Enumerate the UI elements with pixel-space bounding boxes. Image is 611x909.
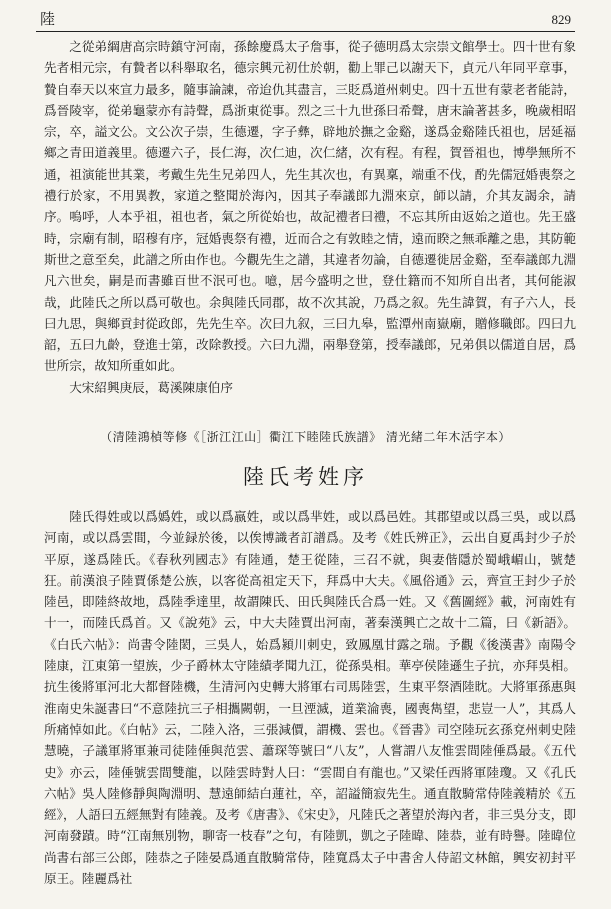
essay-paragraph: 陸氏得姓或以爲嬀姓，或以爲嬴姓，或以爲芈姓，或以爲邑姓。其郡望或以爲三吳，或以爲河南，或以爲雲間，今並録於後，以俟博識者訂譜爲。及考《姓氏辨正》，云出自夏禹封少子於平原，遂爲陸氏。《春秋列國志》有陸通，楚王從陸，三召不就，與妻偕隱於蜀峨嵋山，號楚狂。前漢浪子陸賈係楚公族，以客從高祖定天下，拜爲中大夫。《風俗通》云，齊宣王封少子於陸邑，即陸終故地，爲陸季達里，故謂陳氏、田氏與陸氏合爲一姓。又《舊圖經》載，河南姓有十一，而陸氏爲首。又《說苑》云，中大夫陸賈出河南，著秦漢興亡之故十二篇，曰《新語》。《白氏六帖》：尚書令陸閎，三吳人，始爲潁川刺史，致鳳凰甘露之瑞。予觀《後漢書》南陽令陸康，江東第一望族，少子爵林太守陸績孝聞九江，從孫吳相。華亭侯陸遜生子抗，亦拜吳相。抗生後將軍河北大都督陸機，生清河內史轉大將軍右司馬陸雲，生東平祭酒陸眈。大將軍孫惠與淮南史朱誕書曰“不意陸抗三子相攜闕朝，一旦湮滅，道業淪喪，國喪雋望，悲豈一人”，其爲人所痛悼如此。《白帖》云，二陸入洛，三張減價，謂機、雲也。《晉書》司空陸玩玄孫兗州刺史陸慧曉，子議軍將軍兼司徒陸倕與范雲、蕭琛等號曰“八友”，人嘗謂八友惟雲間陸倕爲最。《五代史》亦云，陸倕號雲間雙龍，以陸雲時對人曰：“雲間自有龍也。”又梁任西將軍陸瓊。又《孔氏六帖》吳人陸修靜與陶淵明、慧遠師結白蓮社，卒，詔謚簡寂先生。通直散騎常侍陸義精於《五經》，人語曰五經無對有陸義。及考《唐書》、《宋史》，凡陸氏之著望於海內者，非三吳分支，即河南發蹟。時“江南無別物，聊寄一枝春”之句，有陸凱，凱之子陸暐、陸恭，並有時譽。陸暐位尚書右部三公郎，陸恭之子陸晏爲通直散騎常侍，陸寬爲太子中書舍人侍詔文林館，興安初封平原王。陸麗爲社 <box>44 509 576 887</box>
page-number: 829 <box>551 12 571 27</box>
preface-continuation <box>44 36 576 398</box>
section-title: 陸氏考姓序 <box>243 465 368 489</box>
essay-body <box>44 506 576 889</box>
header-rule <box>36 31 575 32</box>
source-citation: （清陸鴻楨等修《［浙江江山］衢江下睦陸氏族譜》 清光緒二年木活字本） <box>100 430 511 444</box>
running-header-section: 陸 <box>40 10 57 28</box>
preface-signature: 大宋紹興庚辰，葛溪陳康伯序 <box>69 379 233 395</box>
preface-paragraph: 之從弟綱唐高宗時鎮守河南，孫餘慶爲太子詹事，從子德明爲太宗崇文館學士。四十世有象先者相元宗，有贄者以科舉取名，德宗興元初仕於朝，勸上罪己以謝天下，貞元八年同平章事，贄自奉天以來宣力最多，隨事論諫，帝迨仇其盡言，三貶爲道州刺史。四十五世有蒙老者能詩，爲晉陵宰，從弟龜蒙亦有詩聲，爲浙東從事。烈之三十九世孫曰希聲，唐末論著甚多，晚歲相昭宗，卒，謚文公。文公次子崇，生德遷，字子彝，辟地於撫之金谿，遂爲金谿陸氏祖也，居延福鄉之青田道義里。德遷六子，長仁海，次仁迪，次仁緒，次有程。有程，賀晉祖也，博學無所不通，祖演能世其業，考戴生先生兄弟四人，先生其次也，有異稟，端重不伐，酌先儒冠婚喪祭之禮行於家，不用異教，家道之整聞於海內，因其子奉議郎九淵來京，師以請，介其友謁余，請序。嗚呼，人本乎祖，祖也者，氣之所從始也，故記禮者曰禮，不忘其所由返始之道也。先王盛時，宗廟有制，昭穆有序，冠婚喪祭有禮，近而合之有敦睦之情，遠而睽之無乖離之患，其防範斯世之意至矣，此譜之所由作也。今觀先生之譜，其違者勿論，自德遷徙居金谿，至奉議郎九淵凡六世矣，嗣是而書雖百世不泯可也。噫，居今盛明之世，登仕籍而不知所自出者，其何能淑哉，此陸氏之所以爲可敬也。余與陸氏同郡，故不次其說，乃爲之叙。先生諱賀，有子六人，長曰九思，與鄉貢封從政郎，先先生卒。次曰九叙，三曰九皋，監潭州南嶽廟，贈修職郎。四曰九韶，五曰九齡，登進士第，改除教授。六曰九淵，兩舉登第，授奉議郎，兄弟俱以儒道自居，爲世所宗，故知所重如此。 <box>44 39 576 374</box>
